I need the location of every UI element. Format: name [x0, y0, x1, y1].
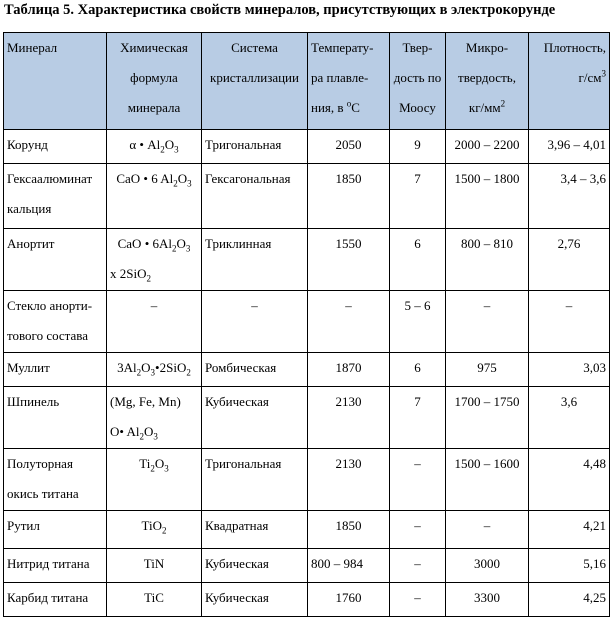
cell-mineral: Стекло анорти- тового состава [4, 291, 107, 353]
cell-mineral: Шпинель [4, 387, 107, 449]
cell-density: 3,6 [529, 387, 610, 449]
cell-hardness: – [390, 583, 446, 617]
cell-hardness: 6 [390, 229, 446, 291]
cell-formula: TiN [107, 549, 202, 583]
table-caption: Таблица 5. Характеристика свойств минералов, присутствующих в электрокорунде [4, 2, 556, 18]
cell-temp: 1850 [308, 164, 390, 229]
cell-density: – [529, 291, 610, 353]
cell-microhardness: 1700 – 1750 [446, 387, 529, 449]
cell-density: 3,03 [529, 353, 610, 387]
cell-density: 4,25 [529, 583, 610, 617]
cell-mineral: Муллит [4, 353, 107, 387]
table-row-mullite [4, 353, 610, 387]
cell-system: Тригональная [202, 449, 308, 511]
cell-formula: CaO • 6 $Al_2O_3$ [107, 164, 202, 229]
cell-temp: – [308, 291, 390, 353]
cell-formula: TiO$_2$ [107, 511, 202, 549]
cell-mineral: Нитрид титана [4, 549, 107, 583]
table-row-calcium-hexaaluminate [4, 164, 610, 229]
cell-hardness: 9 [390, 130, 446, 164]
cell-hardness: 7 [390, 387, 446, 449]
header-mohs-hardness: Твер- дость по Моосу [390, 33, 446, 130]
cell-system: Тригональная [202, 130, 308, 164]
cell-temp: 800 – 984 [308, 549, 390, 583]
table-row-anorthite [4, 229, 610, 291]
cell-density: 2,76 [529, 229, 610, 291]
cell-system: Триклинная [202, 229, 308, 291]
table-row-titanium-carbide [4, 583, 610, 617]
header-system: Система кристаллизации [202, 33, 308, 130]
table-row-corundum [4, 130, 610, 164]
minerals-table [3, 32, 610, 617]
cell-mineral: Гексаалюминат кальция [4, 164, 107, 229]
table-row-rutile [4, 511, 610, 549]
cell-formula: TiC [107, 583, 202, 617]
cell-hardness: – [390, 549, 446, 583]
cell-hardness: – [390, 449, 446, 511]
cell-hardness: 5 – 6 [390, 291, 446, 353]
header-microhardness: Микро- твердость, $кг/мм^2$ [446, 33, 529, 130]
cell-system: Кубическая [202, 549, 308, 583]
cell-system: Квадратная [202, 511, 308, 549]
cell-density: 4,48 [529, 449, 610, 511]
cell-temp: 2050 [308, 130, 390, 164]
cell-microhardness: – [446, 511, 529, 549]
cell-formula: $Ti_2O_3$ [107, 449, 202, 511]
table-row-titanium-nitride [4, 549, 610, 583]
cell-microhardness: – [446, 291, 529, 353]
cell-system: Ромбическая [202, 353, 308, 387]
cell-formula: α • $Al_2O_3$ [107, 130, 202, 164]
header-density: Плотность, $г/см^3$ [529, 33, 610, 130]
header-melting-temp: Температу- ра плавле- ния, в $^о$С [308, 33, 390, 130]
cell-mineral: Корунд [4, 130, 107, 164]
cell-density: 5,16 [529, 549, 610, 583]
cell-temp: 1760 [308, 583, 390, 617]
cell-formula: $3Al_2O_3•2SiO_2$ [107, 353, 202, 387]
table-row-titanium-sesquioxide [4, 449, 610, 511]
table-row-spinel [4, 387, 610, 449]
cell-formula: – [107, 291, 202, 353]
header-mineral: Минерал [4, 33, 107, 130]
cell-hardness: – [390, 511, 446, 549]
header-formula: Химическая формула минерала [107, 33, 202, 130]
cell-system: Кубическая [202, 387, 308, 449]
cell-microhardness: 975 [446, 353, 529, 387]
cell-hardness: 7 [390, 164, 446, 229]
cell-density: 4,21 [529, 511, 610, 549]
cell-temp: 2130 [308, 387, 390, 449]
header-row [4, 33, 610, 130]
cell-formula: CaO • $6Al_2O_3$ x 2SiO$_2$ [107, 229, 202, 291]
cell-formula: (Mg, Fe, Mn) O• $Al_2O_3$ [107, 387, 202, 449]
cell-hardness: 6 [390, 353, 446, 387]
cell-temp: 1870 [308, 353, 390, 387]
cell-mineral: Рутил [4, 511, 107, 549]
cell-system: – [202, 291, 308, 353]
cell-mineral: Полуторная окись титана [4, 449, 107, 511]
cell-density: 3,96 – 4,01 [529, 130, 610, 164]
cell-temp: 1850 [308, 511, 390, 549]
cell-system: Кубическая [202, 583, 308, 617]
cell-microhardness: 1500 – 1600 [446, 449, 529, 511]
cell-density: 3,4 – 3,6 [529, 164, 610, 229]
cell-mineral: Анортит [4, 229, 107, 291]
cell-temp: 1550 [308, 229, 390, 291]
cell-microhardness: 2000 – 2200 [446, 130, 529, 164]
cell-microhardness: 3000 [446, 549, 529, 583]
cell-microhardness: 1500 – 1800 [446, 164, 529, 229]
cell-mineral: Карбид титана [4, 583, 107, 617]
cell-temp: 2130 [308, 449, 390, 511]
cell-system: Гексагональная [202, 164, 308, 229]
cell-microhardness: 800 – 810 [446, 229, 529, 291]
table-row-anorthite-glass [4, 291, 610, 353]
cell-microhardness: 3300 [446, 583, 529, 617]
